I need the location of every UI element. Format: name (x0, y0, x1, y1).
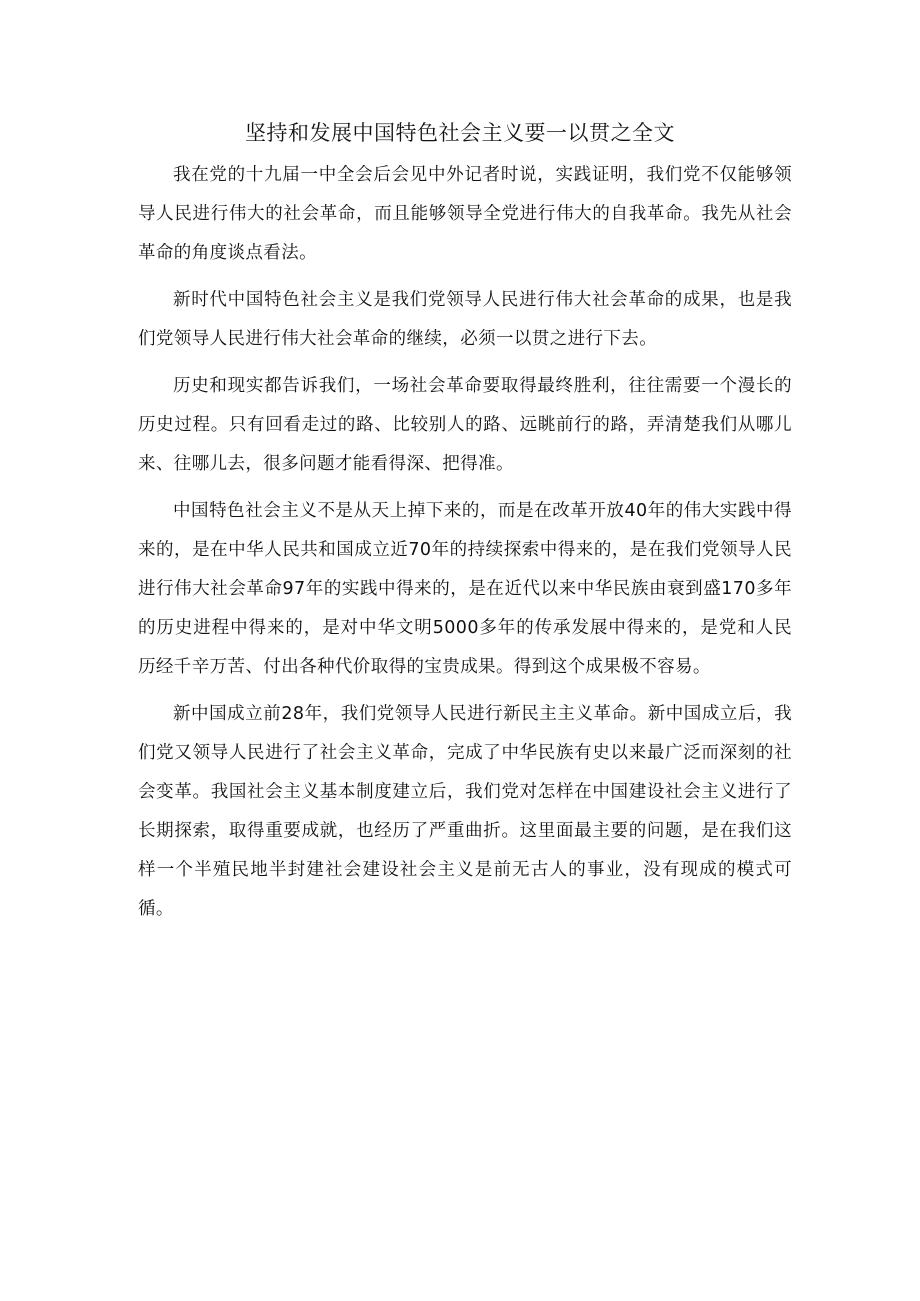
paragraph: 历史和现实都告诉我们，一场社会革命要取得最终胜利，往往需要一个漫长的历史过程。只有回看走过的路、比较别人的路、远眺前行的路，弄清楚我们从哪儿来、往哪儿去，很多问题才能看得深、把得准。 (138, 376, 792, 474)
document-body (138, 148, 792, 929)
paragraph: 新时代中国特色社会主义是我们党领导人民进行伟大社会革命的成果，也是我们党领导人民进行伟大社会革命的继续，必须一以贯之进行下去。 (138, 290, 792, 349)
paragraph: 中国特色社会主义不是从天上掉下来的，而是在改革开放40年的伟大实践中得来的，是在中华人民共和国成立近70年的持续探索中得来的，是在我们党领导人民进行伟大社会革命97年的实践中得来的，是在近代以来中华民族由衰到盛170多年的历史进程中得来的，是对中华文明5000多年的传承发展中得来的，是党和人民历经千辛万苦、付出各种代价取得的宝贵成果。得到这个成果极不容易。 (138, 501, 792, 677)
paragraph: 新中国成立前28年，我们党领导人民进行新民主主义革命。新中国成立后，我们党又领导人民进行了社会主义革命，完成了中华民族有史以来最广泛而深刻的社会变革。我国社会主义基本制度建立后，我们党对怎样在中国建设社会主义进行了长期探索，取得重要成就，也经历了严重曲折。这里面最主要的问题，是在我们这样一个半殖民地半封建社会建设社会主义是前无古人的事业，没有现成的模式可循。 (138, 704, 792, 919)
paragraph: 我在党的十九届一中全会后会见中外记者时说，实践证明，我们党不仅能够领导人民进行伟大的社会革命，而且能够领导全党进行伟大的自我革命。我先从社会革命的角度谈点看法。 (138, 165, 792, 263)
document-title: 坚持和发展中国特色社会主义要一以贯之全文 (245, 121, 675, 145)
